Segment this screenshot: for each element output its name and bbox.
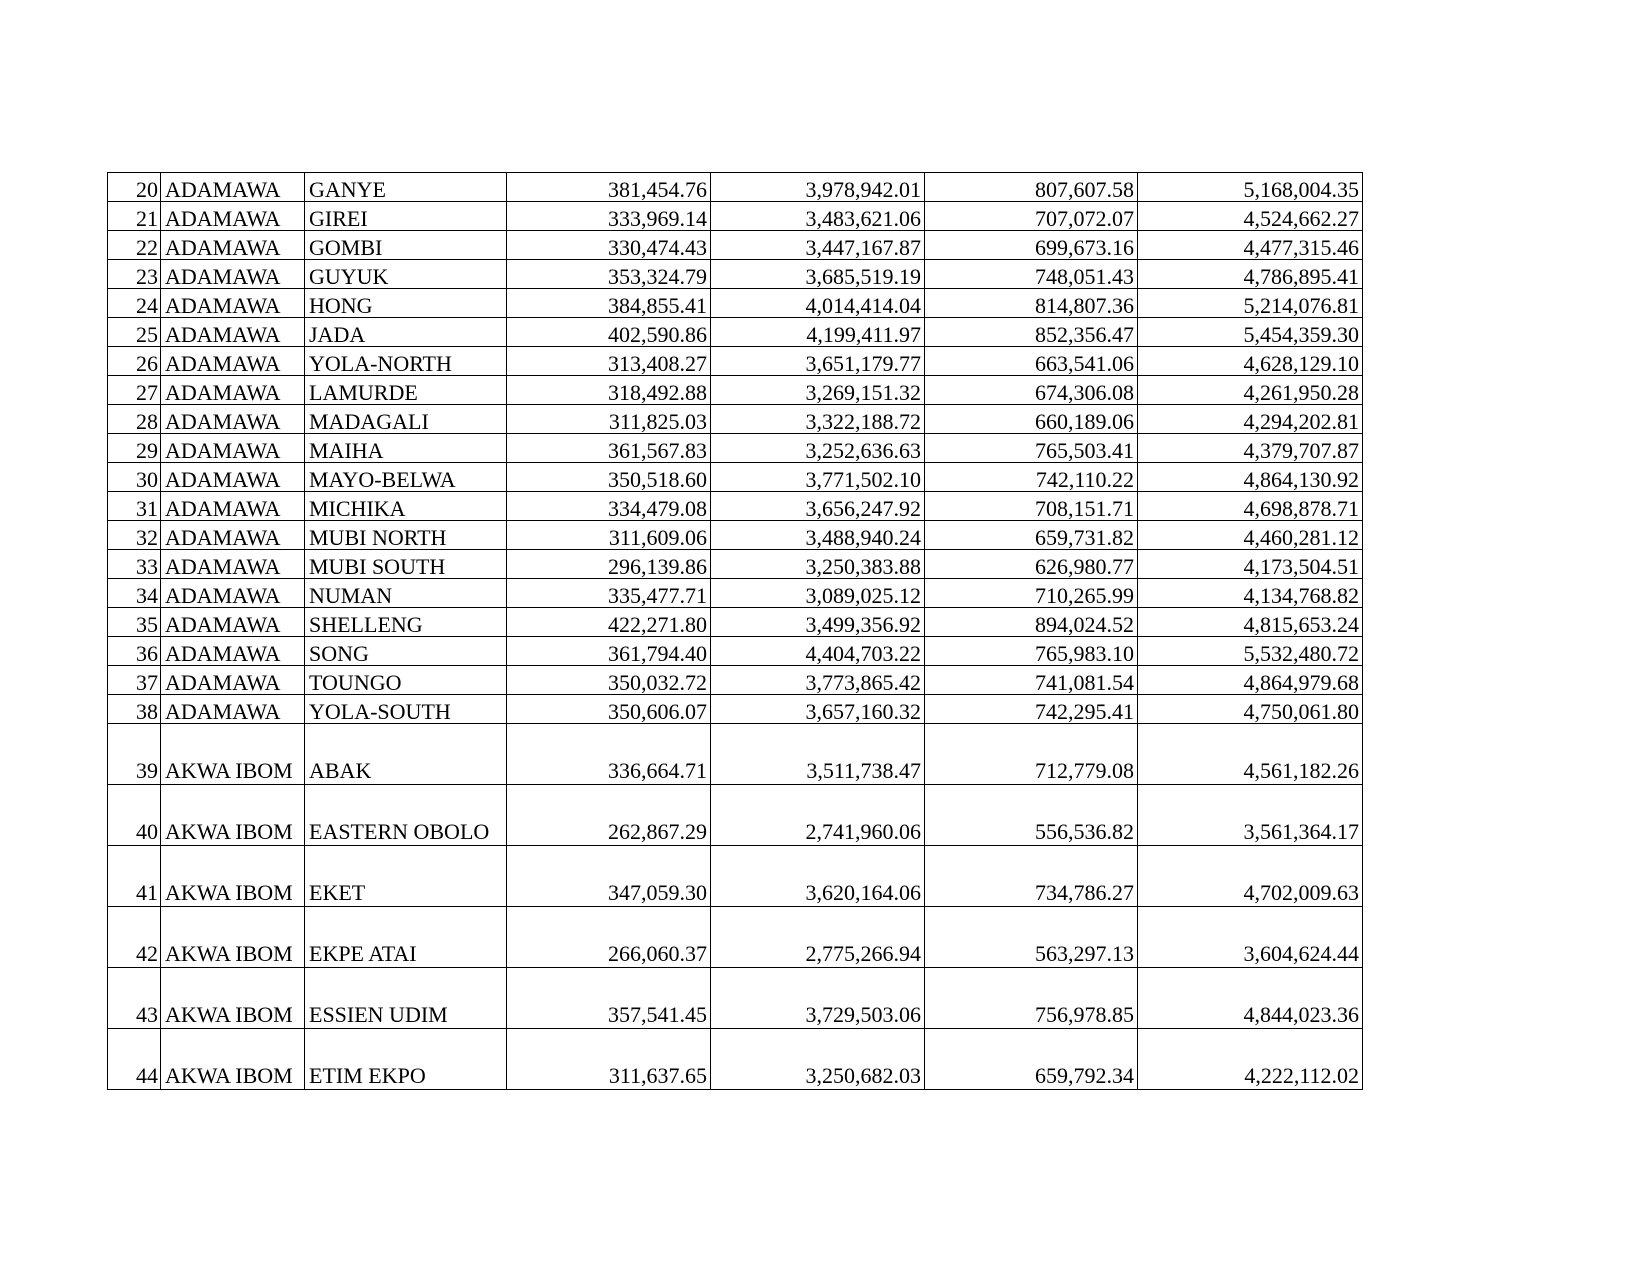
lga-cell: MAIHA: [305, 434, 507, 463]
amount-column-3-cell: 710,265.99: [925, 579, 1138, 608]
total-amount-cell: 4,815,653.24: [1138, 608, 1363, 637]
amount-column-3-cell: 742,295.41: [925, 695, 1138, 724]
amount-column-3-cell: 742,110.22: [925, 463, 1138, 492]
state-cell: AKWA IBOM: [161, 968, 305, 1029]
lga-cell: ETIM EKPO: [305, 1029, 507, 1090]
amount-column-2-cell: 4,404,703.22: [711, 637, 925, 666]
amount-column-2-cell: 2,741,960.06: [711, 785, 925, 846]
lga-cell: ABAK: [305, 724, 507, 785]
serial-number-cell: 21: [108, 202, 161, 231]
total-amount-cell: 4,844,023.36: [1138, 968, 1363, 1029]
total-amount-cell: 4,864,130.92: [1138, 463, 1363, 492]
amount-column-2-cell: 2,775,266.94: [711, 907, 925, 968]
table-row: [108, 666, 1363, 695]
state-cell: ADAMAWA: [161, 608, 305, 637]
serial-number-cell: 26: [108, 347, 161, 376]
lga-cell: MADAGALI: [305, 405, 507, 434]
table-row: [108, 376, 1363, 405]
amount-column-2-cell: 3,269,151.32: [711, 376, 925, 405]
total-amount-cell: 3,561,364.17: [1138, 785, 1363, 846]
table-row: [108, 724, 1363, 785]
lga-cell: GOMBI: [305, 231, 507, 260]
amount-column-3-cell: 756,978.85: [925, 968, 1138, 1029]
total-amount-cell: 5,532,480.72: [1138, 637, 1363, 666]
amount-column-2-cell: 3,729,503.06: [711, 968, 925, 1029]
amount-column-2-cell: 3,322,188.72: [711, 405, 925, 434]
table-row: [108, 579, 1363, 608]
amount-column-1-cell: 422,271.80: [507, 608, 711, 637]
amount-column-3-cell: 663,541.06: [925, 347, 1138, 376]
amount-column-2-cell: 3,656,247.92: [711, 492, 925, 521]
total-amount-cell: 4,173,504.51: [1138, 550, 1363, 579]
amount-column-3-cell: 765,983.10: [925, 637, 1138, 666]
serial-number-cell: 20: [108, 173, 161, 202]
amount-column-2-cell: 3,511,738.47: [711, 724, 925, 785]
serial-number-cell: 32: [108, 521, 161, 550]
amount-column-1-cell: 361,567.83: [507, 434, 711, 463]
serial-number-cell: 37: [108, 666, 161, 695]
state-cell: ADAMAWA: [161, 550, 305, 579]
amount-column-3-cell: 699,673.16: [925, 231, 1138, 260]
total-amount-cell: 4,134,768.82: [1138, 579, 1363, 608]
amount-column-2-cell: 3,250,383.88: [711, 550, 925, 579]
serial-number-cell: 41: [108, 846, 161, 907]
table-row: [108, 405, 1363, 434]
state-cell: ADAMAWA: [161, 463, 305, 492]
table-row: [108, 637, 1363, 666]
amount-column-2-cell: 3,488,940.24: [711, 521, 925, 550]
serial-number-cell: 36: [108, 637, 161, 666]
total-amount-cell: 4,786,895.41: [1138, 260, 1363, 289]
amount-column-1-cell: 350,518.60: [507, 463, 711, 492]
amount-column-2-cell: 3,771,502.10: [711, 463, 925, 492]
serial-number-cell: 39: [108, 724, 161, 785]
amount-column-3-cell: 660,189.06: [925, 405, 1138, 434]
serial-number-cell: 29: [108, 434, 161, 463]
lga-cell: MICHIKA: [305, 492, 507, 521]
total-amount-cell: 4,222,112.02: [1138, 1029, 1363, 1090]
amount-column-3-cell: 708,151.71: [925, 492, 1138, 521]
state-cell: AKWA IBOM: [161, 724, 305, 785]
amount-column-1-cell: 311,825.03: [507, 405, 711, 434]
state-cell: ADAMAWA: [161, 173, 305, 202]
state-cell: ADAMAWA: [161, 289, 305, 318]
table-row: [108, 608, 1363, 637]
amount-column-1-cell: 311,609.06: [507, 521, 711, 550]
amount-column-1-cell: 334,479.08: [507, 492, 711, 521]
table-row: [108, 785, 1363, 846]
serial-number-cell: 24: [108, 289, 161, 318]
state-cell: ADAMAWA: [161, 637, 305, 666]
table-row: [108, 434, 1363, 463]
amount-column-1-cell: 347,059.30: [507, 846, 711, 907]
lga-cell: GANYE: [305, 173, 507, 202]
serial-number-cell: 22: [108, 231, 161, 260]
state-cell: ADAMAWA: [161, 318, 305, 347]
amount-column-3-cell: 674,306.08: [925, 376, 1138, 405]
serial-number-cell: 38: [108, 695, 161, 724]
amount-column-2-cell: 3,978,942.01: [711, 173, 925, 202]
amount-column-1-cell: 353,324.79: [507, 260, 711, 289]
lga-cell: HONG: [305, 289, 507, 318]
total-amount-cell: 4,698,878.71: [1138, 492, 1363, 521]
amount-column-3-cell: 734,786.27: [925, 846, 1138, 907]
table-row: [108, 347, 1363, 376]
amount-column-1-cell: 384,855.41: [507, 289, 711, 318]
amount-column-1-cell: 381,454.76: [507, 173, 711, 202]
serial-number-cell: 34: [108, 579, 161, 608]
table-row: [108, 907, 1363, 968]
lga-cell: GUYUK: [305, 260, 507, 289]
amount-column-1-cell: 313,408.27: [507, 347, 711, 376]
table-row: [108, 846, 1363, 907]
amount-column-2-cell: 3,250,682.03: [711, 1029, 925, 1090]
total-amount-cell: 4,702,009.63: [1138, 846, 1363, 907]
table-row: [108, 492, 1363, 521]
state-cell: ADAMAWA: [161, 260, 305, 289]
lga-cell: SHELLENG: [305, 608, 507, 637]
table-row: [108, 695, 1363, 724]
serial-number-cell: 30: [108, 463, 161, 492]
table-row: [108, 289, 1363, 318]
lga-cell: EKPE ATAI: [305, 907, 507, 968]
amount-column-1-cell: 336,664.71: [507, 724, 711, 785]
total-amount-cell: 4,628,129.10: [1138, 347, 1363, 376]
serial-number-cell: 25: [108, 318, 161, 347]
serial-number-cell: 33: [108, 550, 161, 579]
amount-column-3-cell: 814,807.36: [925, 289, 1138, 318]
state-cell: ADAMAWA: [161, 666, 305, 695]
amount-column-3-cell: 852,356.47: [925, 318, 1138, 347]
total-amount-cell: 4,750,061.80: [1138, 695, 1363, 724]
serial-number-cell: 35: [108, 608, 161, 637]
total-amount-cell: 4,261,950.28: [1138, 376, 1363, 405]
state-cell: AKWA IBOM: [161, 1029, 305, 1090]
amount-column-3-cell: 712,779.08: [925, 724, 1138, 785]
lga-cell: GIREI: [305, 202, 507, 231]
amount-column-1-cell: 311,637.65: [507, 1029, 711, 1090]
state-cell: AKWA IBOM: [161, 907, 305, 968]
table-row: [108, 173, 1363, 202]
state-cell: ADAMAWA: [161, 695, 305, 724]
serial-number-cell: 42: [108, 907, 161, 968]
total-amount-cell: 5,214,076.81: [1138, 289, 1363, 318]
lga-cell: SONG: [305, 637, 507, 666]
amount-column-2-cell: 3,447,167.87: [711, 231, 925, 260]
state-cell: ADAMAWA: [161, 347, 305, 376]
state-cell: ADAMAWA: [161, 492, 305, 521]
amount-column-1-cell: 402,590.86: [507, 318, 711, 347]
serial-number-cell: 28: [108, 405, 161, 434]
table-row: [108, 231, 1363, 260]
amount-column-3-cell: 626,980.77: [925, 550, 1138, 579]
amount-column-1-cell: 262,867.29: [507, 785, 711, 846]
lga-cell: YOLA-SOUTH: [305, 695, 507, 724]
amount-column-3-cell: 556,536.82: [925, 785, 1138, 846]
amount-column-1-cell: 350,606.07: [507, 695, 711, 724]
amount-column-2-cell: 3,657,160.32: [711, 695, 925, 724]
total-amount-cell: 3,604,624.44: [1138, 907, 1363, 968]
amount-column-1-cell: 330,474.43: [507, 231, 711, 260]
total-amount-cell: 5,454,359.30: [1138, 318, 1363, 347]
amount-column-3-cell: 659,731.82: [925, 521, 1138, 550]
lga-cell: EASTERN OBOLO: [305, 785, 507, 846]
state-cell: ADAMAWA: [161, 434, 305, 463]
lga-cell: EKET: [305, 846, 507, 907]
lga-cell: MUBI SOUTH: [305, 550, 507, 579]
amount-column-1-cell: 350,032.72: [507, 666, 711, 695]
table-row: [108, 463, 1363, 492]
lga-cell: JADA: [305, 318, 507, 347]
lga-cell: NUMAN: [305, 579, 507, 608]
amount-column-1-cell: 357,541.45: [507, 968, 711, 1029]
amount-column-3-cell: 741,081.54: [925, 666, 1138, 695]
amount-column-1-cell: 318,492.88: [507, 376, 711, 405]
amount-column-1-cell: 296,139.86: [507, 550, 711, 579]
total-amount-cell: 4,379,707.87: [1138, 434, 1363, 463]
state-cell: ADAMAWA: [161, 376, 305, 405]
table-row: [108, 521, 1363, 550]
amount-column-2-cell: 3,499,356.92: [711, 608, 925, 637]
total-amount-cell: 4,294,202.81: [1138, 405, 1363, 434]
amount-column-3-cell: 765,503.41: [925, 434, 1138, 463]
serial-number-cell: 43: [108, 968, 161, 1029]
table-row: [108, 202, 1363, 231]
state-cell: AKWA IBOM: [161, 846, 305, 907]
total-amount-cell: 4,477,315.46: [1138, 231, 1363, 260]
lga-cell: LAMURDE: [305, 376, 507, 405]
table-body: [108, 173, 1363, 1090]
state-cell: ADAMAWA: [161, 521, 305, 550]
amount-column-2-cell: 3,685,519.19: [711, 260, 925, 289]
total-amount-cell: 4,460,281.12: [1138, 521, 1363, 550]
amount-column-3-cell: 894,024.52: [925, 608, 1138, 637]
total-amount-cell: 4,864,979.68: [1138, 666, 1363, 695]
serial-number-cell: 23: [108, 260, 161, 289]
lga-cell: YOLA-NORTH: [305, 347, 507, 376]
amount-column-2-cell: 3,252,636.63: [711, 434, 925, 463]
serial-number-cell: 44: [108, 1029, 161, 1090]
table-row: [108, 318, 1363, 347]
amount-column-2-cell: 3,651,179.77: [711, 347, 925, 376]
allocation-table: [107, 172, 1363, 1090]
amount-column-2-cell: 4,014,414.04: [711, 289, 925, 318]
table-row: [108, 550, 1363, 579]
amount-column-3-cell: 748,051.43: [925, 260, 1138, 289]
state-cell: ADAMAWA: [161, 579, 305, 608]
table-row: [108, 260, 1363, 289]
state-cell: ADAMAWA: [161, 202, 305, 231]
amount-column-3-cell: 563,297.13: [925, 907, 1138, 968]
amount-column-2-cell: 3,773,865.42: [711, 666, 925, 695]
state-cell: ADAMAWA: [161, 231, 305, 260]
serial-number-cell: 31: [108, 492, 161, 521]
state-cell: AKWA IBOM: [161, 785, 305, 846]
table-row: [108, 968, 1363, 1029]
amount-column-3-cell: 807,607.58: [925, 173, 1138, 202]
total-amount-cell: 4,561,182.26: [1138, 724, 1363, 785]
amount-column-3-cell: 707,072.07: [925, 202, 1138, 231]
amount-column-2-cell: 3,620,164.06: [711, 846, 925, 907]
amount-column-2-cell: 3,089,025.12: [711, 579, 925, 608]
amount-column-2-cell: 3,483,621.06: [711, 202, 925, 231]
amount-column-1-cell: 361,794.40: [507, 637, 711, 666]
lga-cell: TOUNGO: [305, 666, 507, 695]
amount-column-1-cell: 335,477.71: [507, 579, 711, 608]
amount-column-1-cell: 333,969.14: [507, 202, 711, 231]
serial-number-cell: 40: [108, 785, 161, 846]
state-cell: ADAMAWA: [161, 405, 305, 434]
lga-cell: MAYO-BELWA: [305, 463, 507, 492]
total-amount-cell: 5,168,004.35: [1138, 173, 1363, 202]
serial-number-cell: 27: [108, 376, 161, 405]
table-row: [108, 1029, 1363, 1090]
total-amount-cell: 4,524,662.27: [1138, 202, 1363, 231]
amount-column-1-cell: 266,060.37: [507, 907, 711, 968]
lga-cell: MUBI NORTH: [305, 521, 507, 550]
amount-column-2-cell: 4,199,411.97: [711, 318, 925, 347]
amount-column-3-cell: 659,792.34: [925, 1029, 1138, 1090]
lga-cell: ESSIEN UDIM: [305, 968, 507, 1029]
